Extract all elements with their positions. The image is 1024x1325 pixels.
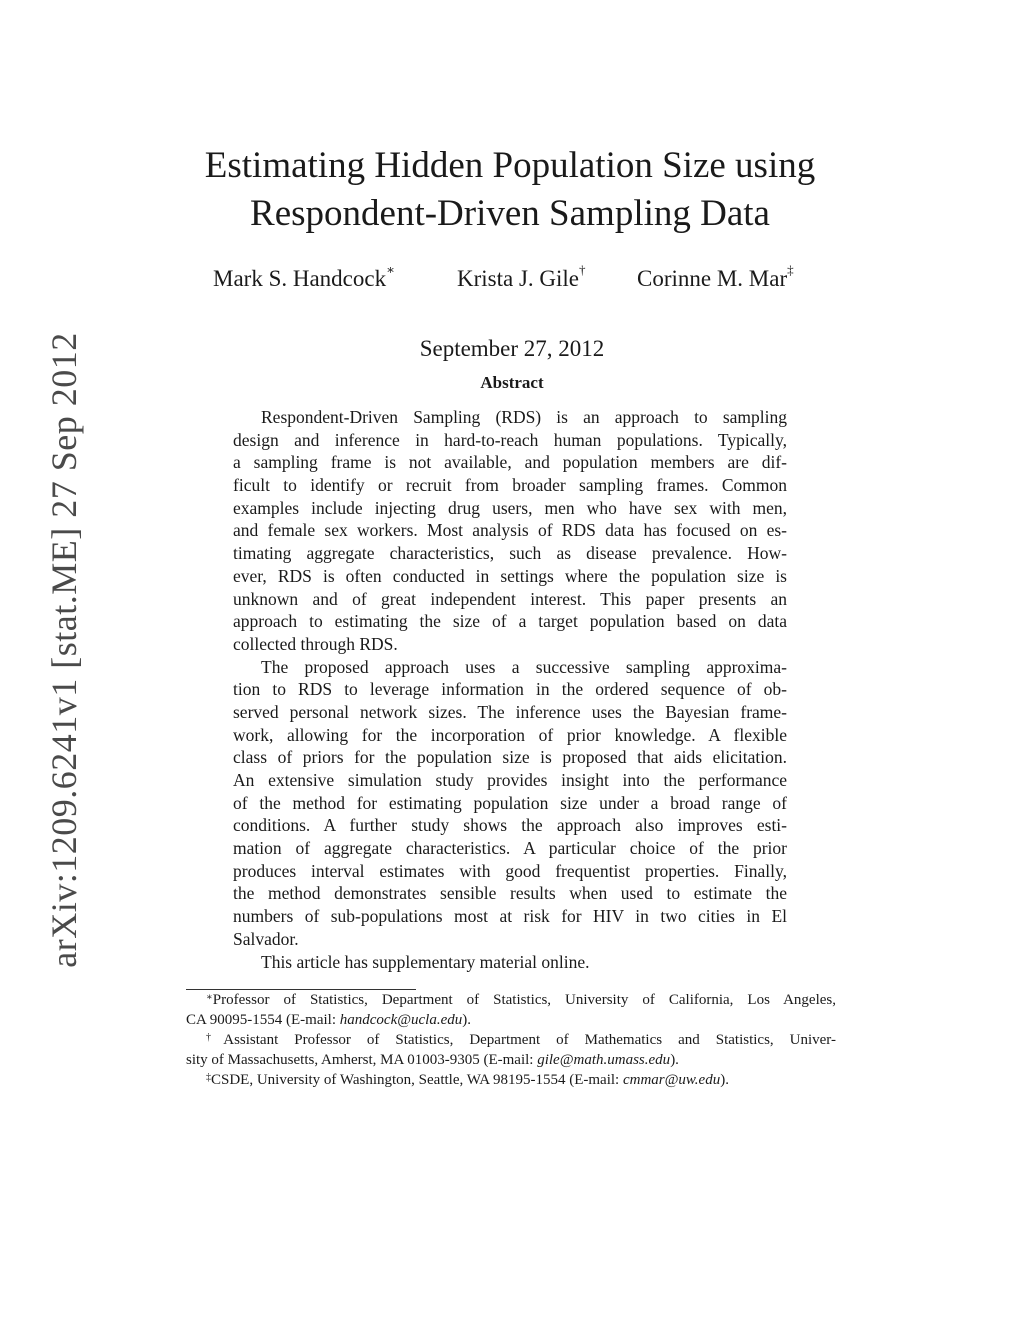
footnote-mark: † (206, 1032, 224, 1043)
abstract-line: unknown and of great independent interest. This paper presents an (233, 588, 787, 609)
abstract-line: work, allowing for the incorporation of prior knowledge. A flexible (233, 724, 787, 745)
title-line-2: Respondent-Driven Sampling Data (250, 193, 770, 234)
footnote-text: ). (462, 1012, 472, 1028)
email-link[interactable]: cmmar@uw.edu (622, 1072, 721, 1088)
abstract-line: the method demonstrates sensible results when used to estimate the (233, 883, 787, 904)
abstract-line: produces interval estimates with good frequentist properties. Finally, (233, 860, 787, 881)
abstract-body (233, 406, 787, 973)
author-gile (457, 262, 586, 292)
abstract-paragraph-2 (233, 656, 787, 951)
footnote-mar (186, 1070, 836, 1090)
abstract-line: approach to estimating the size of a target population based on data (233, 611, 787, 632)
author-mar (637, 262, 794, 292)
abstract-line: conditions. A further study shows the approach also improves esti- (233, 815, 787, 836)
email-link[interactable]: handcock@ucla.edu (339, 1012, 463, 1028)
footnote-mark: ∗ (206, 992, 213, 1003)
footnote-text: CA 90095-1554 (E-mail: (186, 1012, 340, 1028)
abstract-line: timating aggregate characteristics, such as disease prevalence. How- (233, 543, 787, 564)
abstract-line: tion to RDS to leverage information in the ordered sequence of ob- (233, 679, 787, 700)
abstract-line: served personal network sizes. The inference uses the Bayesian frame- (233, 701, 787, 722)
abstract-line: a sampling frame is not available, and population members are dif- (233, 452, 787, 473)
author-footnote-mark: † (579, 262, 586, 277)
author-footnote-mark: ∗ (386, 262, 395, 277)
abstract-line: ever, RDS is often conducted in settings where the population size is (233, 565, 787, 586)
abstract-line: Salvador. (233, 928, 299, 949)
abstract-paragraph-1 (233, 406, 787, 656)
abstract-line: design and inference in hard-to-reach human populations. Typically, (233, 429, 787, 450)
footnote-text: ). (670, 1052, 679, 1068)
abstract-heading: Abstract (480, 373, 544, 392)
abstract-line: An extensive simulation study provides insight into the performance (233, 770, 787, 790)
abstract-line: collected through RDS. (233, 633, 398, 654)
abstract-line: class of priors for the population size is proposed that aids elicitation. (233, 747, 787, 768)
author-handcock (213, 262, 395, 292)
footnote-text: sity of Massachusetts, Amherst, MA 01003-9305 (E-mail: (186, 1052, 538, 1068)
abstract-line: This article has supplementary material online. (261, 951, 590, 972)
abstract-line: and female sex workers. Most analysis of RDS data has focused on es- (233, 520, 787, 541)
abstract-line: numbers of sub-populations most at risk for HIV in two cities in El (233, 906, 787, 927)
email-link[interactable]: gile@math.umass.edu (537, 1052, 671, 1068)
abstract-paragraph-3 (233, 951, 787, 974)
author-name: Krista J. Gile (457, 266, 580, 291)
footnote-text: ). (720, 1072, 729, 1088)
paper-date: September 27, 2012 (419, 336, 605, 361)
paper-title (140, 142, 880, 238)
footnote-mark: ‡ (206, 1072, 211, 1083)
abstract-line: of the method for estimating population size under a broad range of (233, 792, 787, 813)
author-footnote-mark: ‡ (787, 262, 794, 277)
footnote-text: CSDE, University of Washington, Seattle, WA 98195-1554 (E-mail: (211, 1072, 623, 1088)
footnote-text: Assistant Professor of Statistics, Department of Mathematics and Statistics, Univer- (223, 1032, 837, 1048)
footnote-gile (186, 1030, 836, 1070)
abstract-line: examples include injecting drug users, men who have sex with men, (233, 497, 787, 518)
abstract-line: The proposed approach uses a successive sampling approxima- (261, 656, 787, 677)
title-line-1: Estimating Hidden Population Size using (204, 145, 816, 186)
footnotes (186, 990, 836, 1090)
author-name: Corinne M. Mar (637, 266, 788, 291)
footnote-text: Professor of Statistics, Department of Statistics, University of California, Los Angeles, (212, 992, 836, 1008)
abstract-line: Respondent-Driven Sampling (RDS) is an approach to sampling (261, 407, 787, 427)
footnote-handcock (186, 990, 836, 1030)
abstract-line: mation of aggregate characteristics. A particular choice of the prior (233, 838, 787, 859)
abstract-line: ficult to identify or recruit from broader sampling frames. Common (233, 475, 787, 496)
author-name: Mark S. Handcock (213, 266, 387, 291)
arxiv-identifier-text: arXiv:1209.6241v1 [stat.ME] 27 Sep 2012 (44, 332, 84, 968)
